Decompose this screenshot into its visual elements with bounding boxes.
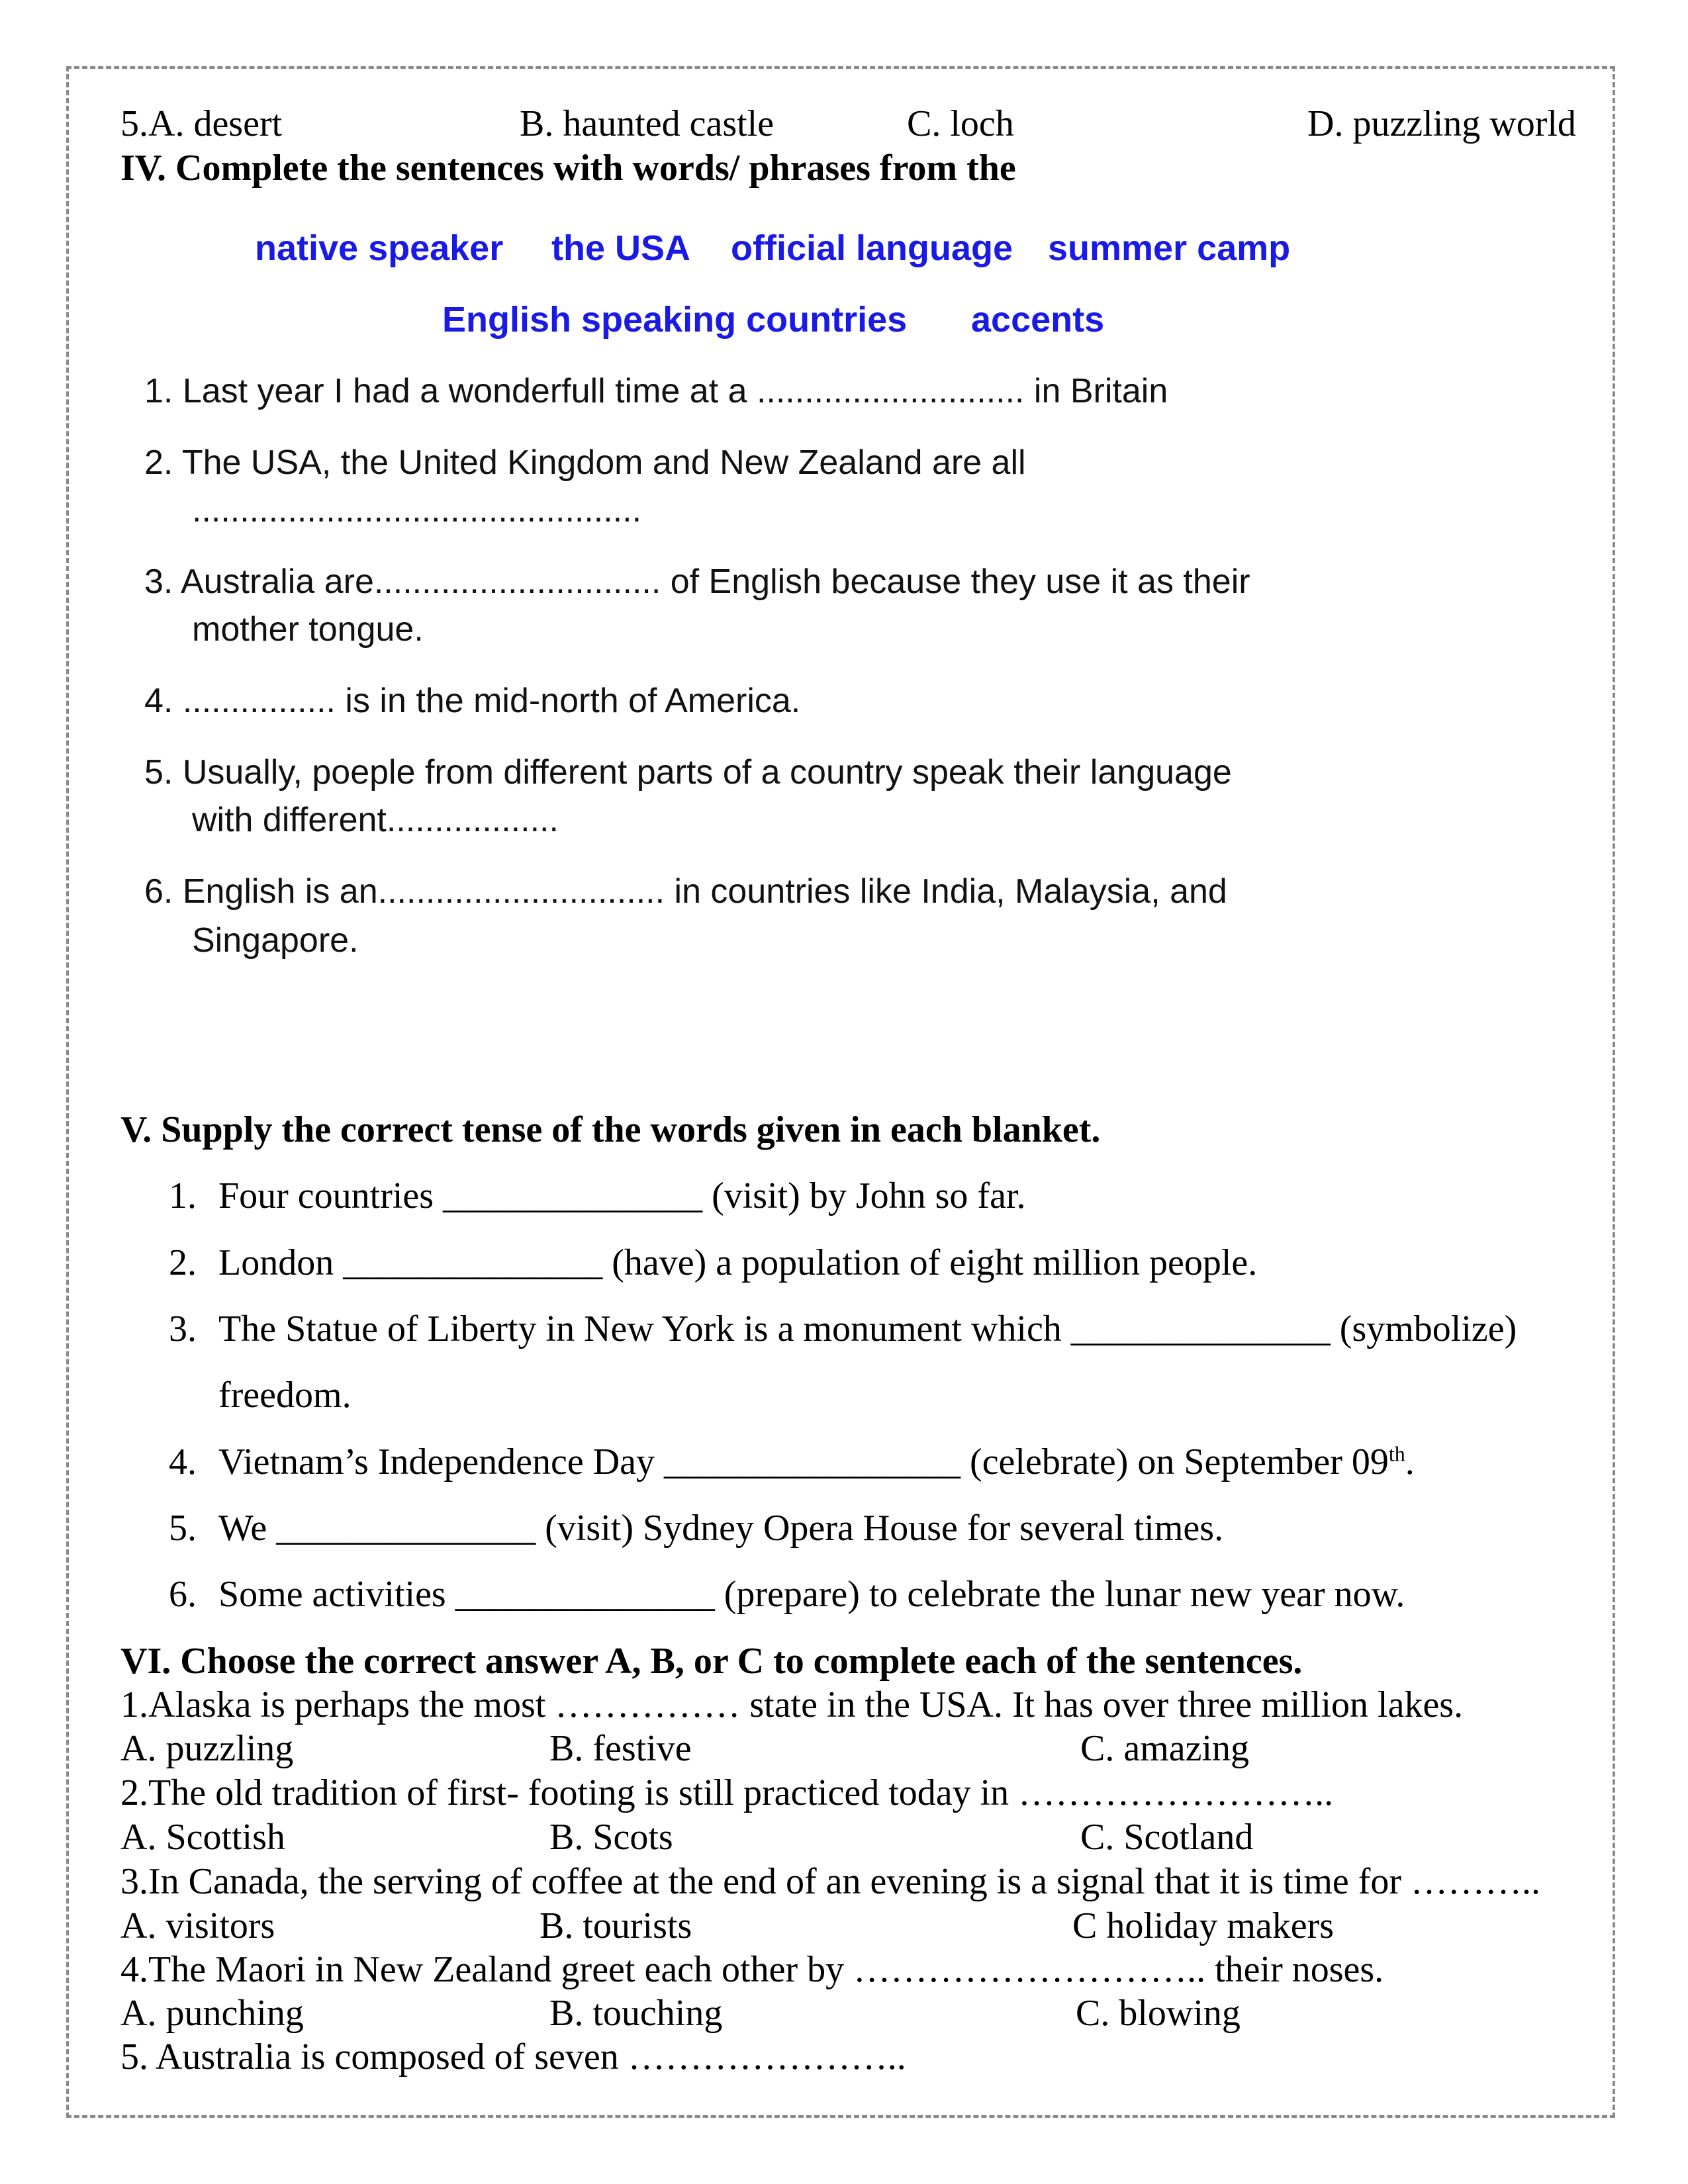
exercise-5-number: 3. (169, 1308, 197, 1349)
question-text: 1.Alaska is perhaps the most …………… state in the USA. It has over three million lakes. (120, 1684, 1464, 1725)
exercise-5-number: 2. (169, 1242, 197, 1283)
exercise-5-item: Four countries ______________ (visit) by John so far. (218, 1175, 1026, 1216)
exercise-5-item: We ______________ (visit) Sydney Opera House for several times. (218, 1508, 1224, 1549)
word-box-item: summer camp (1048, 228, 1291, 268)
answer-option-c: C holiday makers (1072, 1905, 1335, 1946)
answer-option-c: C. Scotland (1080, 1817, 1254, 1858)
answer-option-a: A. visitors (120, 1905, 275, 1946)
option-d: D. puzzling world (1307, 103, 1576, 144)
word-box-item: official language (731, 228, 1013, 268)
answer-option-a: A. puzzling (120, 1728, 294, 1769)
exercise-5-number: 6. (169, 1574, 197, 1615)
option-b: B. haunted castle (520, 103, 774, 144)
answer-option-a: A. punching (120, 1993, 304, 2034)
exercise-4-item-cont: mother tongue. (192, 610, 424, 649)
answer-option-b: B. Scots (549, 1817, 673, 1858)
exercise-4-item: 5. Usually, poeple from different parts of a country speak their language (144, 753, 1232, 792)
answer-option-c: C. blowing (1076, 1993, 1241, 2034)
exercise-5-number: 1. (169, 1175, 197, 1216)
question-text: 2.The old tradition of first- footing is still practiced today in …………………….. (120, 1772, 1334, 1813)
question-text: 3.In Canada, the serving of coffee at the end of an evening is a signal that it is time for ……….. (120, 1861, 1541, 1902)
exercise-4-item: 4. ................ is in the mid-north of America. (144, 682, 801, 720)
word-box-item: English speaking countries (442, 300, 908, 340)
exercise-5-number: 5. (169, 1508, 197, 1549)
exercise-4-item: 6. English is an.............................. in countries like India, Malaysia, and (144, 872, 1227, 911)
exercise-4-item-cont: ............................................... (192, 491, 642, 529)
exercise-5-item (218, 1441, 1415, 1483)
answer-option-b: B. festive (549, 1728, 692, 1769)
word-box-item: accents (971, 300, 1105, 340)
answer-option-a: A. Scottish (120, 1817, 285, 1858)
exercise-5-number: 4. (169, 1441, 197, 1482)
option-c: C. loch (907, 103, 1014, 144)
word-box-item: the USA (551, 228, 691, 268)
exercise-5-item: The Statue of Liberty in New York is a monument which ______________ (symbolize) (218, 1308, 1517, 1349)
ordinal-suffix: th (1388, 1441, 1405, 1466)
word-box-item: native speaker (255, 228, 504, 268)
option-a: 5.A. desert (120, 103, 283, 144)
exercise-5-item: Some activities ______________ (prepare) to celebrate the lunar new year now. (218, 1574, 1405, 1615)
exercise-4-item-cont: with different.................. (192, 801, 559, 839)
exercise-5-item-cont: freedom. (218, 1375, 352, 1416)
answer-option-c: C. amazing (1080, 1728, 1250, 1769)
section-5-title: V. Supply the correct tense of the words given in each blanket. (120, 1109, 1101, 1150)
question-text: 5. Australia is composed of seven ………………….. (120, 2036, 906, 2077)
section-4-title: IV. Complete the sentences with words/ phrases from the (120, 148, 1016, 189)
exercise-4-item-cont: Singapore. (192, 921, 359, 960)
section-6-title: VI. Choose the correct answer A, B, or C to complete each of the sentences. (120, 1641, 1303, 1682)
answer-option-b: B. tourists (539, 1905, 692, 1946)
exercise-4-item: 1. Last year I had a wonderfull time at a ............................ in Britain (144, 372, 1168, 410)
question-text: 4.The Maori in New Zealand greet each other by ……………………….. their noses. (120, 1949, 1384, 1990)
exercise-5-item-text: Vietnam’s Independence Day ________________ (celebrate) on September 09 (218, 1441, 1389, 1482)
sentence-end: . (1405, 1441, 1415, 1482)
exercise-5-item: London ______________ (have) a population of eight million people. (218, 1242, 1258, 1283)
answer-option-b: B. touching (549, 1993, 723, 2034)
exercise-4-item: 3. Australia are.............................. of English because they use it as their (144, 563, 1250, 601)
exercise-4-item: 2. The USA, the United Kingdom and New Zealand are all (144, 443, 1026, 482)
